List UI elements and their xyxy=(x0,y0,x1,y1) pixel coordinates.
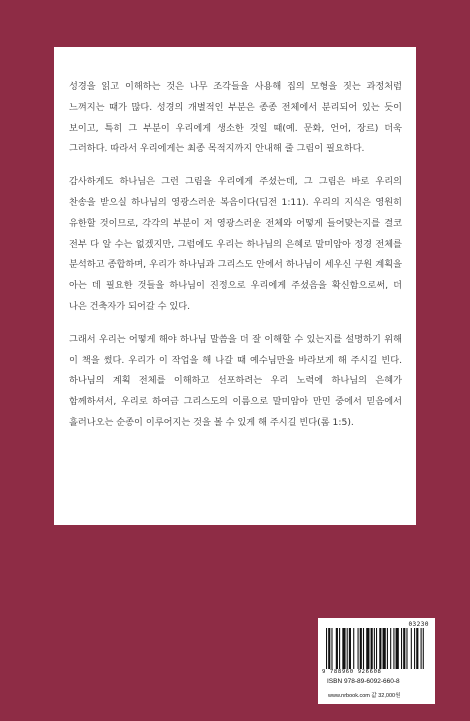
isbn-text: ISBN 978-89-6092-660-8 xyxy=(327,678,400,685)
text-panel xyxy=(54,47,416,525)
body-paragraph-2: 감사하게도 하나님은 그런 그림을 우리에게 주셨는데, 그 그림은 바로 우리의 찬송을 받으실 하나님의 영광스러운 복음이다(딤전 1:11). 우리의 지식은 영원히 유한할 것이므로, 각각의 부분이 저 영광스러운 전체와 어떻게 들어맞는지를 결코 전부 다 알 수는 없겠지만, 그럼에도 우리는 하나님의 은혜로 말미암아 정경 전체를 분석하고 종합하며, 우리가 하나님과 그리스도 안에서 하나님이 세우신 구원 계획을 아는 데 필요한 것들을 하나님이 진정으로 우리에게 주셨음을 확신함으로써, 더 나은 건축자가 되어갈 수 있다. xyxy=(69,176,402,312)
body-paragraph-3: 그래서 우리는 어떻게 해야 하나님 말씀을 더 잘 이해할 수 있는지를 설명하기 위해 이 책을 썼다. 우리가 이 작업을 해 나갈 때 예수님만을 바라보게 해 주시길 빈다. 하나님의 계획 전체를 이해하고 선포하려는 우리 노력에 하나님의 은혜가 함께하셔서, 우리로 하여금 그리스도의 이름으로 말미암아 만민 중에서 믿음에서 흘러나오는 순종이 이루어지는 것을 볼 수 있게 해 주시길 빈다(롬 1:5). xyxy=(69,333,402,428)
price-code: 03230 xyxy=(408,621,429,628)
body-paragraph-1: 성경을 읽고 이해하는 것은 나무 조각들을 사용해 집의 모형을 짓는 과정처럼 느껴지는 때가 많다. 성경의 개별적인 부분은 종종 전체에서 분리되어 있는 듯이 보이고, 특히 그 부분이 우리에게 생소한 것일 때(예. 문화, 언어, 장르) 더욱 그러하다. 따라서 우리에게는 최종 목적지까지 안내해 줄 그림이 필요하다. xyxy=(69,81,402,155)
publisher-site-and-price: www.nrbook.com 값 32,000원 xyxy=(328,693,401,699)
barcode-icon xyxy=(326,628,426,669)
ean-digits: 9 788960 926608 xyxy=(322,669,382,675)
barcode-box xyxy=(318,618,435,704)
